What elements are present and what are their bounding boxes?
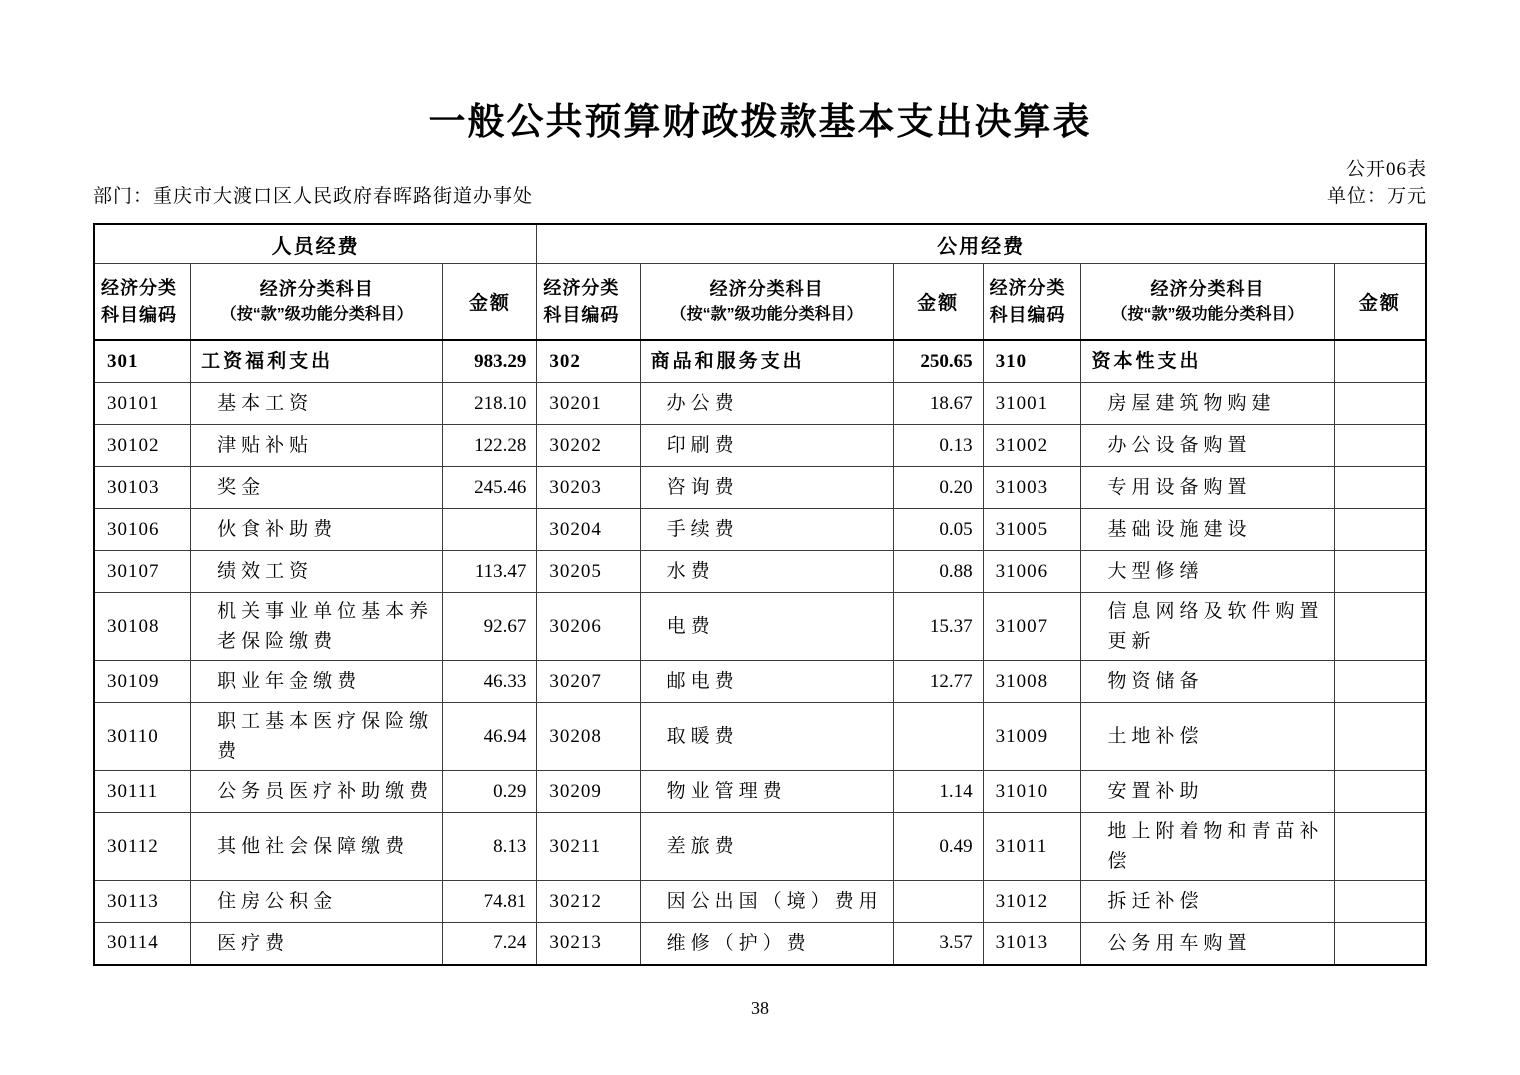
table-row (94, 509, 1426, 551)
table-row (94, 340, 1426, 383)
code-cell: 30202 (537, 425, 640, 467)
subject-cell: 电费 (640, 593, 893, 661)
amount-cell (443, 509, 537, 551)
amount-cell (1334, 703, 1426, 771)
subject-cell: 房屋建筑物购建 (1081, 383, 1334, 425)
code-cell: 31006 (983, 551, 1081, 593)
amount-cell (893, 703, 983, 771)
subject-cell: 邮电费 (640, 661, 893, 703)
table-row (94, 703, 1426, 771)
subject-cell: 资本性支出 (1081, 340, 1334, 383)
amount-cell: 245.46 (443, 467, 537, 509)
amount-cell: 92.67 (443, 593, 537, 661)
amount-cell: 0.29 (443, 771, 537, 813)
code-cell: 30114 (94, 923, 191, 965)
amount-cell (1334, 509, 1426, 551)
amount-cell: 74.81 (443, 881, 537, 923)
col-header-subject-2: 经济分类科目 （按“款”级功能分类科目） (640, 264, 893, 340)
amount-cell: 15.37 (893, 593, 983, 661)
col-header-amount-2: 金额 (893, 264, 983, 340)
code-cell: 31007 (983, 593, 1081, 661)
subject-cell: 地上附着物和青苗补偿 (1081, 813, 1334, 881)
table-row (94, 425, 1426, 467)
subject-cell: 机关事业单位基本养老保险缴费 (191, 593, 443, 661)
amount-cell: 1.14 (893, 771, 983, 813)
subject-cell: 职工基本医疗保险缴费 (191, 703, 443, 771)
amount-cell (1334, 923, 1426, 965)
amount-cell (1334, 551, 1426, 593)
subject-cell: 取暖费 (640, 703, 893, 771)
amount-cell: 218.10 (443, 383, 537, 425)
subject-cell: 手续费 (640, 509, 893, 551)
code-cell: 31008 (983, 661, 1081, 703)
unit-label: 单位：万元 (1326, 186, 1427, 208)
document-content (0, 158, 1520, 1018)
subject-cell: 基本工资 (191, 383, 443, 425)
subject-cell: 差旅费 (640, 813, 893, 881)
amount-cell (1334, 881, 1426, 923)
code-cell: 31012 (983, 881, 1081, 923)
amount-cell (1334, 467, 1426, 509)
code-cell: 30211 (537, 813, 640, 881)
amount-cell (1334, 813, 1426, 881)
group-header-personnel: 人员经费 (94, 224, 537, 264)
subject-cell: 安置补助 (1081, 771, 1334, 813)
col-header-subject-3: 经济分类科目 （按“款”级功能分类科目） (1081, 264, 1334, 340)
amount-cell: 0.13 (893, 425, 983, 467)
code-cell: 31011 (983, 813, 1081, 881)
amount-cell (1334, 383, 1426, 425)
table-row (94, 923, 1426, 965)
subject-cell: 水费 (640, 551, 893, 593)
code-cell: 30209 (537, 771, 640, 813)
code-cell: 30101 (94, 383, 191, 425)
amount-cell: 0.88 (893, 551, 983, 593)
code-cell: 31005 (983, 509, 1081, 551)
table-row (94, 551, 1426, 593)
amount-cell: 113.47 (443, 551, 537, 593)
code-cell: 30203 (537, 467, 640, 509)
subject-cell: 津贴补贴 (191, 425, 443, 467)
table-row (94, 593, 1426, 661)
amount-cell: 0.05 (893, 509, 983, 551)
code-cell: 30108 (94, 593, 191, 661)
subject-cell: 信息网络及软件购置更新 (1081, 593, 1334, 661)
amount-cell (1334, 661, 1426, 703)
table-number: 公开06表 (1345, 159, 1427, 181)
subject-cell: 维修（护）费 (640, 923, 893, 965)
amount-cell: 46.33 (443, 661, 537, 703)
amount-cell: 8.13 (443, 813, 537, 881)
subject-cell: 基础设施建设 (1081, 509, 1334, 551)
code-cell: 30208 (537, 703, 640, 771)
code-cell: 30106 (94, 509, 191, 551)
subject-cell: 住房公积金 (191, 881, 443, 923)
amount-cell (893, 881, 983, 923)
page-title: 一般公共预算财政拨款基本支出决算表 (428, 101, 1092, 142)
code-cell: 31001 (983, 383, 1081, 425)
subject-cell: 专用设备购置 (1081, 467, 1334, 509)
subject-cell: 公务员医疗补助缴费 (191, 771, 443, 813)
amount-cell: 18.67 (893, 383, 983, 425)
subject-cell: 物资储备 (1081, 661, 1334, 703)
code-cell: 31002 (983, 425, 1081, 467)
amount-cell: 3.57 (893, 923, 983, 965)
code-cell: 30207 (537, 661, 640, 703)
amount-cell: 0.49 (893, 813, 983, 881)
page-number: 38 (751, 997, 769, 1018)
amount-cell: 46.94 (443, 703, 537, 771)
col-header-amount-1: 金额 (443, 264, 537, 340)
col-header-code-3: 经济分类 科目编码 (983, 264, 1081, 340)
amount-cell: 122.28 (443, 425, 537, 467)
subject-cell: 公务用车购置 (1081, 923, 1334, 965)
department-label: 部门：重庆市大渡口区人民政府春晖路街道办事处 (93, 186, 534, 208)
code-cell: 30109 (94, 661, 191, 703)
code-cell: 30213 (537, 923, 640, 965)
code-cell: 30112 (94, 813, 191, 881)
subject-cell: 大型修缮 (1081, 551, 1334, 593)
code-cell: 30110 (94, 703, 191, 771)
code-cell: 30206 (537, 593, 640, 661)
code-cell: 31003 (983, 467, 1081, 509)
code-cell: 30205 (537, 551, 640, 593)
amount-cell: 7.24 (443, 923, 537, 965)
col-header-subject-1: 经济分类科目 （按“款”级功能分类科目） (191, 264, 443, 340)
code-cell: 30111 (94, 771, 191, 813)
amount-cell: 250.65 (893, 340, 983, 383)
subject-cell: 印刷费 (640, 425, 893, 467)
subject-cell: 土地补偿 (1081, 703, 1334, 771)
code-cell: 30107 (94, 551, 191, 593)
group-header-row (94, 224, 1426, 264)
amount-cell (1334, 593, 1426, 661)
subject-cell: 办公费 (640, 383, 893, 425)
code-cell: 31009 (983, 703, 1081, 771)
table-row (94, 881, 1426, 923)
subject-cell: 其他社会保障缴费 (191, 813, 443, 881)
col-header-amount-3: 金额 (1334, 264, 1426, 340)
subject-cell: 绩效工资 (191, 551, 443, 593)
code-cell: 30204 (537, 509, 640, 551)
subject-cell: 物业管理费 (640, 771, 893, 813)
code-cell: 31010 (983, 771, 1081, 813)
code-cell: 310 (983, 340, 1081, 383)
amount-cell (1334, 340, 1426, 383)
subject-cell: 伙食补助费 (191, 509, 443, 551)
col-header-code-1: 经济分类 科目编码 (94, 264, 191, 340)
code-cell: 30201 (537, 383, 640, 425)
amount-cell (1334, 425, 1426, 467)
table-row (94, 467, 1426, 509)
subject-cell: 因公出国（境）费用 (640, 881, 893, 923)
table-row (94, 661, 1426, 703)
amount-cell: 0.20 (893, 467, 983, 509)
code-cell: 30103 (94, 467, 191, 509)
amount-cell: 12.77 (893, 661, 983, 703)
column-header-row (94, 264, 1426, 340)
group-header-public: 公用经费 (537, 224, 1426, 264)
subject-cell: 工资福利支出 (191, 340, 443, 383)
subject-cell: 职业年金缴费 (191, 661, 443, 703)
meta-row (93, 185, 1427, 209)
table-row (94, 813, 1426, 881)
table-row (94, 771, 1426, 813)
subject-cell: 医疗费 (191, 923, 443, 965)
subject-cell: 商品和服务支出 (640, 340, 893, 383)
subject-cell: 咨询费 (640, 467, 893, 509)
code-cell: 301 (94, 340, 191, 383)
code-cell: 31013 (983, 923, 1081, 965)
subject-cell: 拆迁补偿 (1081, 881, 1334, 923)
code-cell: 30102 (94, 425, 191, 467)
code-cell: 30113 (94, 881, 191, 923)
amount-cell (1334, 771, 1426, 813)
subject-cell: 办公设备购置 (1081, 425, 1334, 467)
table-row (94, 383, 1426, 425)
amount-cell: 983.29 (443, 340, 537, 383)
budget-table (93, 223, 1427, 966)
col-header-code-2: 经济分类 科目编码 (537, 264, 640, 340)
subject-cell: 奖金 (191, 467, 443, 509)
code-cell: 30212 (537, 881, 640, 923)
code-cell: 302 (537, 340, 640, 383)
